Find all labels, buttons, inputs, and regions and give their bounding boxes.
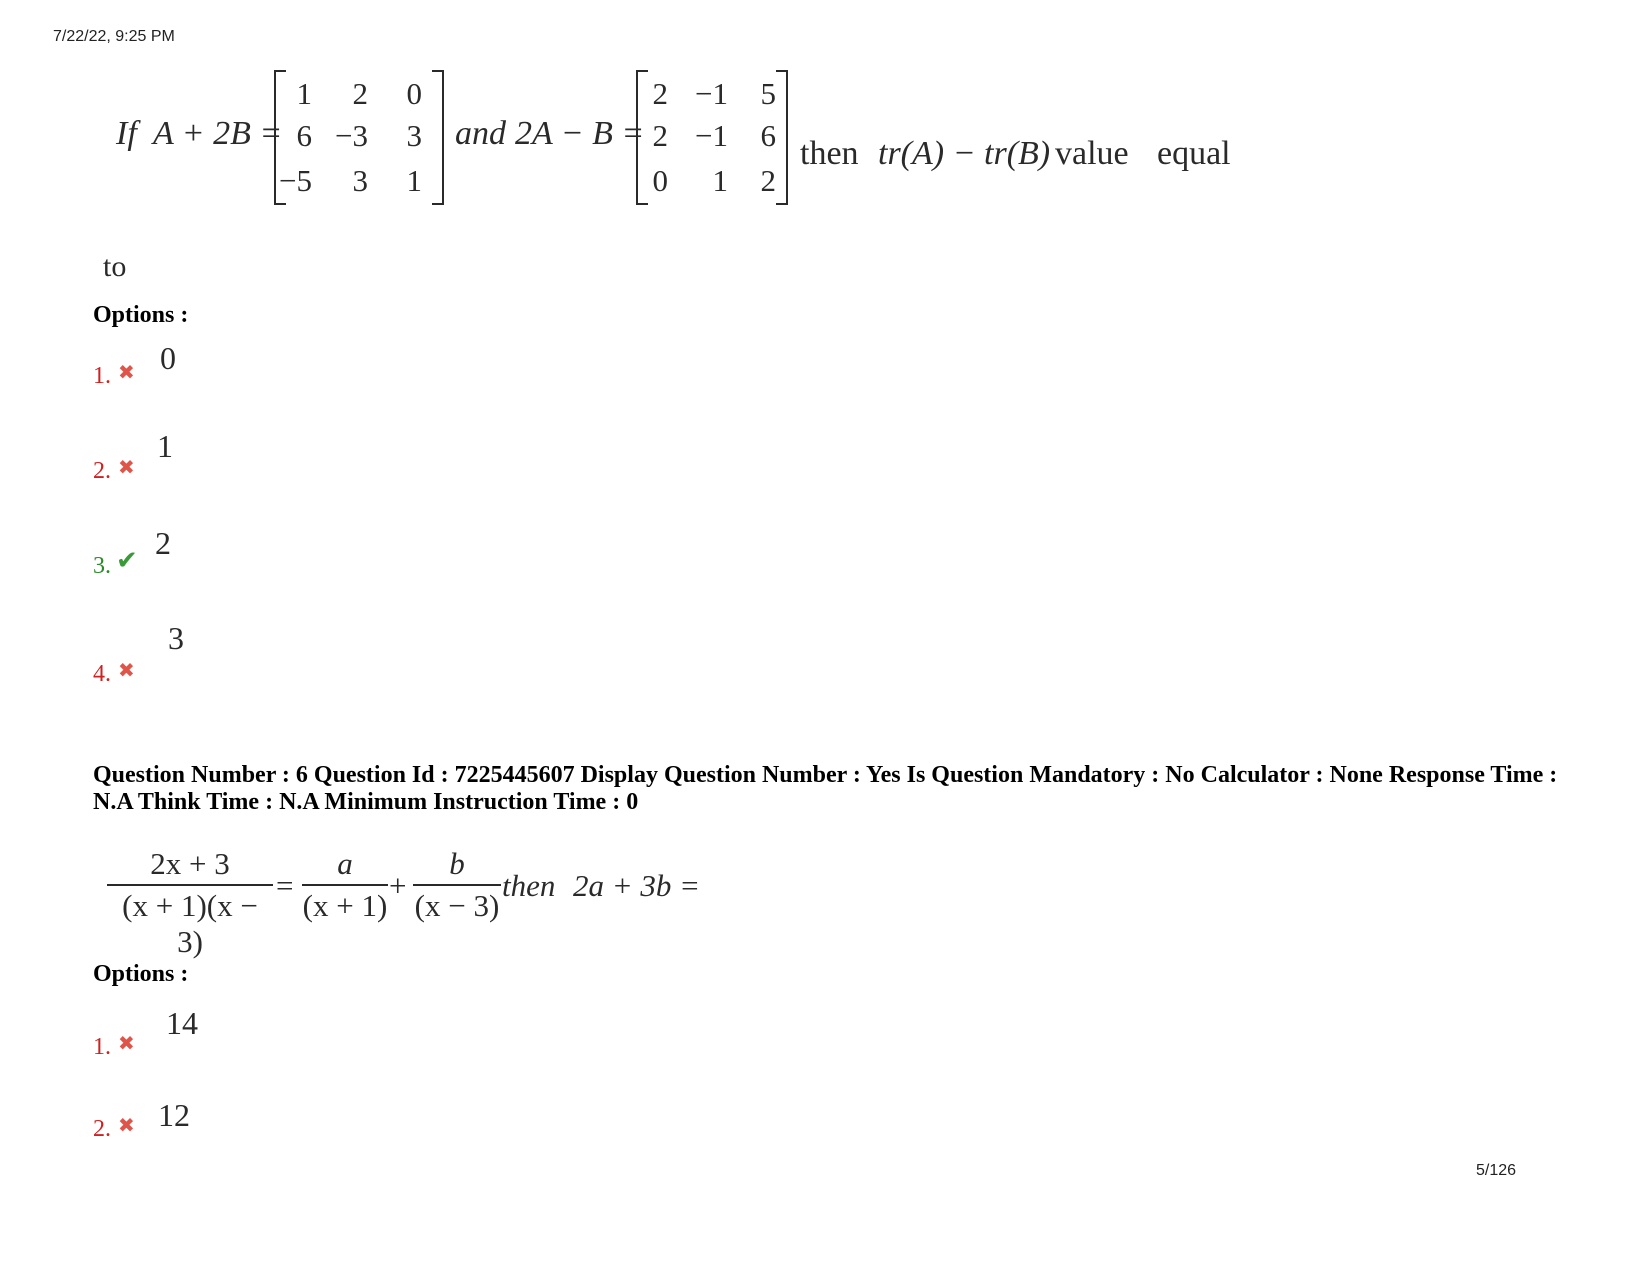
equals-sign: =	[276, 868, 294, 903]
equal-text: equal	[1157, 135, 1231, 172]
correct-mark-icon: ✔	[116, 546, 138, 576]
matrix-cell: 1	[406, 163, 422, 198]
if-text: If	[116, 115, 137, 152]
trace-expression: tr(A) − tr(B)	[878, 135, 1051, 172]
option-number: 2.	[93, 458, 111, 484]
options-label: Options :	[93, 302, 189, 328]
fraction-denominator: (x + 1)(x − 3)	[122, 888, 258, 959]
option-number: 2.	[93, 1116, 111, 1142]
matrix-cell: 2	[652, 118, 668, 153]
matrix-cell: 0	[652, 163, 668, 198]
option-number: 1.	[93, 1034, 111, 1060]
matrix-cell: 2	[652, 76, 668, 111]
matrix-cell: 6	[296, 118, 312, 153]
matrix-a-plus-2b	[274, 70, 444, 205]
matrix-cell: −1	[695, 76, 728, 111]
matrix-cell: 2	[760, 163, 776, 198]
fraction-numerator: b	[449, 846, 465, 881]
wrong-mark-icon: ✖	[118, 360, 135, 384]
fraction-denominator: (x + 1)	[302, 888, 388, 923]
fraction-a	[302, 846, 388, 924]
wrong-mark-icon: ✖	[118, 1113, 135, 1137]
option-number: 4.	[93, 661, 111, 687]
matrix-cell: 1	[296, 76, 312, 111]
option-value: 3	[168, 620, 184, 656]
print-timestamp: 7/22/22, 9:25 PM	[53, 28, 175, 45]
matrix-cell: 3	[352, 163, 368, 198]
value-text: value	[1055, 135, 1129, 172]
fraction-denominator: (x − 3)	[414, 888, 500, 923]
option-number: 1.	[93, 363, 111, 389]
option-value: 12	[158, 1097, 190, 1133]
then-text: then	[502, 868, 556, 903]
option-value: 0	[160, 340, 176, 376]
matrix-cell: −5	[279, 163, 312, 198]
matrix-cell: 5	[760, 76, 776, 111]
wrong-mark-icon: ✖	[118, 658, 135, 682]
matrix-cell: 3	[406, 118, 422, 153]
fraction-numerator: 2x + 3	[150, 846, 230, 881]
wrong-mark-icon: ✖	[118, 455, 135, 479]
matrix-cell: 1	[712, 163, 728, 198]
lhs-2a-minus-b: 2A − B =	[515, 115, 645, 152]
matrix-cell: −3	[335, 118, 368, 153]
matrix-cell: 0	[406, 76, 422, 111]
lhs-a-plus-2b: A + 2B =	[153, 115, 283, 152]
fraction-b	[413, 846, 501, 924]
page-number: 5/126	[1476, 1162, 1517, 1179]
option-value: 14	[166, 1005, 198, 1041]
to-text: to	[103, 250, 127, 283]
wrong-mark-icon: ✖	[118, 1031, 135, 1055]
matrix-cell: −1	[695, 118, 728, 153]
fraction-lhs	[107, 846, 273, 960]
matrix-2a-minus-b	[636, 70, 788, 205]
then-text: then	[800, 135, 859, 172]
matrix-cell: 2	[352, 76, 368, 111]
option-number: 3.	[93, 553, 111, 579]
and-text: and	[455, 115, 506, 152]
matrix-cell: 6	[760, 118, 776, 153]
option-value: 1	[157, 428, 173, 464]
question-6-info: Question Number : 6 Question Id : 7225445607 Display Question Number : Yes Is Question Mandatory : No Calculator : None Response Time : N.A Think Time : N.A Minimum Instruction Time : 0	[93, 762, 1558, 815]
plus-sign: +	[389, 868, 407, 903]
option-value: 2	[155, 525, 171, 561]
fraction-numerator: a	[337, 846, 353, 881]
options-label: Options :	[93, 961, 189, 987]
rhs-expression: 2a + 3b =	[573, 868, 701, 903]
